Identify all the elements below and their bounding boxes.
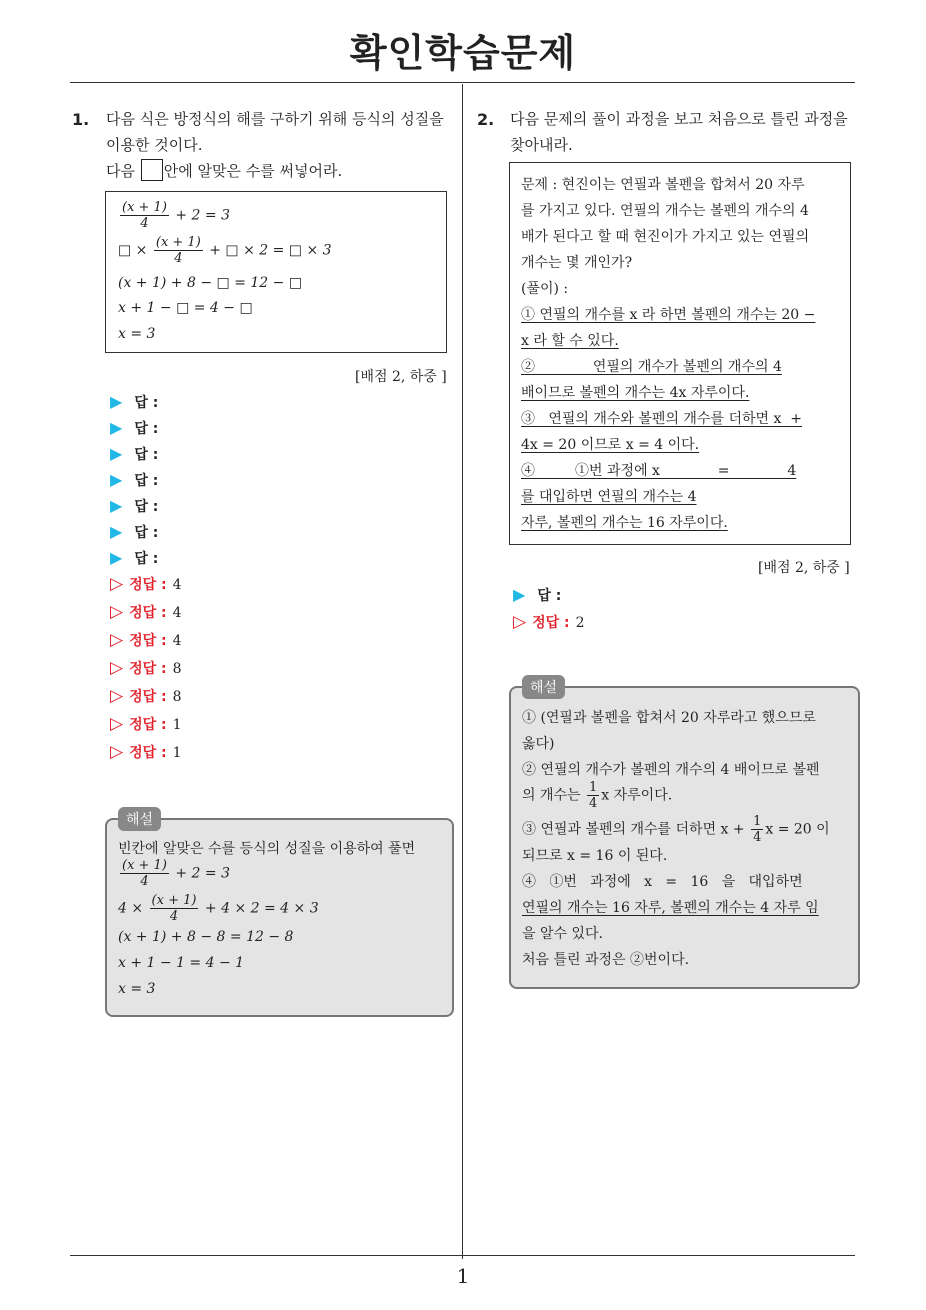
- problem-line-1: 문제 : 현진이는 연필과 볼펜을 합쳐서 20 자루: [521, 177, 805, 193]
- question-2-text-line1: 다음 문제의 풀이 과정을 보고 처음으로 틀린 과정을: [510, 110, 848, 128]
- answer-line: [110, 470, 158, 490]
- question-2-explanation-tag: 해설: [522, 675, 565, 699]
- correct-answer-row: [110, 658, 182, 678]
- correct-value: 1: [172, 745, 182, 761]
- question-1-score: [배점 2, 하중 ]: [355, 369, 447, 385]
- correct-answer-row: [110, 686, 182, 706]
- explanation-2-line-10: 처음 틀린 과정은 ②번이다.: [522, 952, 690, 968]
- correct-answer-row: [110, 574, 182, 594]
- answer-triangle-icon: ▶: [110, 496, 123, 515]
- correct-triangle-icon: ▷: [110, 630, 124, 650]
- question-1-text-line3: 다음 안에 알맞은 수를 써넣어라.: [106, 158, 342, 184]
- correct-answer-row: [110, 742, 182, 762]
- answer-line: [110, 496, 158, 516]
- answer-label: 답 :: [134, 395, 159, 411]
- page-number: 1: [456, 1264, 470, 1288]
- correct-value: 8: [172, 689, 182, 705]
- problem-line-3: 배가 된다고 할 때 현진이가 가지고 있는 연필의: [521, 229, 810, 245]
- answer-label: 답 :: [134, 473, 159, 489]
- correct-label: 정답 :: [129, 605, 167, 621]
- answer-line: [110, 444, 158, 464]
- correct-label: 정답 :: [129, 577, 167, 593]
- solution-step-2a: ② 연필의 개수가 볼펜의 개수의 4: [521, 359, 782, 375]
- equation-line-2: □ × $\frac{(x + 1)}{4}$ + □ × 2 = □ × 3: [118, 235, 332, 266]
- solution-step-4c: 자루, 볼펜의 개수는 16 자루이다.: [521, 515, 728, 531]
- correct-answer-row: [110, 630, 182, 650]
- explanation-2-line-4: 의 개수는 $\frac{1}{4}$ x 자루이다.: [522, 780, 673, 811]
- answer-line: [110, 548, 158, 568]
- question-2-score: [배점 2, 하중 ]: [758, 560, 850, 576]
- answer-triangle-icon: ▶: [110, 548, 123, 567]
- equation-line-5: x = 3: [118, 326, 156, 342]
- problem-line-4: 개수는 몇 개인가?: [521, 255, 633, 271]
- answer-label: 답 :: [134, 447, 159, 463]
- question-1-number: 1.: [72, 110, 90, 129]
- correct-label: 정답 :: [129, 745, 167, 761]
- answer-line: [110, 522, 158, 542]
- solution-step-4b: 를 대입하면 연필의 개수는 4: [521, 489, 697, 505]
- explanation-2-line-9: 을 알수 있다.: [522, 926, 603, 942]
- equation-line-4: x + 1 − □ = 4 − □: [118, 300, 253, 316]
- question-2-text-line2: 찾아내라.: [510, 136, 573, 154]
- correct-label: 정답 :: [129, 661, 167, 677]
- correct-triangle-icon: ▷: [513, 612, 527, 632]
- problem-line-2: 를 가지고 있다. 연필의 개수는 볼펜의 개수의 4: [521, 203, 809, 219]
- answer-triangle-icon: ▶: [110, 470, 123, 489]
- question-1-text-line1: 다음 식은 방정식의 해를 구하기 위해 등식의 성질을: [106, 110, 444, 128]
- solution-step-2b: 배이므로 볼펜의 개수는 4x 자루이다.: [521, 385, 750, 401]
- question-2-answer-line: ▶ 답 :: [513, 585, 562, 604]
- blank-box-icon: [141, 159, 163, 181]
- correct-value: 4: [172, 577, 182, 593]
- question-2-number: 2.: [477, 110, 495, 129]
- answer-triangle-icon: ▶: [110, 418, 123, 437]
- answer-triangle-icon: ▶: [110, 522, 123, 541]
- answer-label: 답 :: [134, 421, 159, 437]
- correct-value: 4: [172, 633, 182, 649]
- question-1-text-line2: 이용한 것이다.: [106, 136, 203, 154]
- solution-step-3b: 4x = 20 이므로 x = 4 이다.: [521, 437, 700, 453]
- explanation-1-line-1: $\frac{(x + 1)}{4}$ + 2 = 3: [122, 858, 230, 889]
- explanation-1-line-4: x + 1 − 1 = 4 − 1: [118, 955, 245, 971]
- solution-step-1b: x 라 할 수 있다.: [521, 333, 619, 349]
- solution-label: (풀이) :: [521, 281, 569, 297]
- correct-label: 정답 :: [129, 689, 167, 705]
- answer-label: 답 :: [134, 551, 159, 567]
- correct-value: 4: [172, 605, 182, 621]
- bottom-rule: [70, 1255, 855, 1256]
- column-divider: [462, 84, 463, 1259]
- explanation-1-line-2: 4 × $\frac{(x + 1)}{4}$ + 4 × 2 = 4 × 3: [118, 893, 319, 924]
- question-2-correct-answer: ▷ 정답 : 2: [513, 612, 585, 632]
- correct-label: 정답 :: [129, 633, 167, 649]
- explanation-1-intro: 빈칸에 알맞은 수를 등식의 성질을 이용하여 풀면: [118, 841, 416, 857]
- correct-triangle-icon: ▷: [110, 686, 124, 706]
- correct-value: 8: [172, 661, 182, 677]
- explanation-2-line-8: 연필의 개수는 16 자루, 볼펜의 개수는 4 자루 임: [522, 900, 819, 916]
- explanation-2-line-2: 옳다): [522, 736, 555, 752]
- correct-label: 정답 :: [129, 717, 167, 733]
- correct-answer-row: [110, 714, 182, 734]
- answer-triangle-icon: ▶: [110, 444, 123, 463]
- equation-line-1: $\frac{(x + 1)}{4}$ + 2 = 3: [122, 200, 230, 231]
- answer-label: 답 :: [134, 499, 159, 515]
- answer-label: 답 :: [134, 525, 159, 541]
- correct-triangle-icon: ▷: [110, 714, 124, 734]
- correct-triangle-icon: ▷: [110, 574, 124, 594]
- explanation-2-line-3: ② 연필의 개수가 볼펜의 개수의 4 배이므로 볼펜: [522, 762, 820, 778]
- correct-answer-row: [110, 602, 182, 622]
- answer-triangle-icon: ▶: [513, 585, 526, 604]
- explanation-2-line-7: ④ ①번 과정에 x = 16 을 대입하면: [522, 874, 803, 890]
- correct-value: 1: [172, 717, 182, 733]
- page-title: 확인학습문제: [349, 31, 577, 75]
- answer-line: [110, 392, 158, 412]
- equation-line-3: (x + 1) + 8 − □ = 12 − □: [118, 275, 303, 291]
- correct-triangle-icon: ▷: [110, 658, 124, 678]
- correct-triangle-icon: ▷: [110, 742, 124, 762]
- explanation-2-line-5: ③ 연필과 볼펜의 개수를 더하면 x + $\frac{1}{4}$ x = 20 이: [522, 814, 830, 845]
- question-1-explanation-tag: 해설: [118, 807, 161, 831]
- explanation-2-line-1: ① (연필과 볼펜을 합쳐서 20 자루라고 했으므로: [522, 710, 816, 726]
- answer-line: [110, 418, 158, 438]
- explanation-1-line-3: (x + 1) + 8 − 8 = 12 − 8: [118, 929, 294, 945]
- explanation-1-line-5: x = 3: [118, 981, 156, 997]
- answer-triangle-icon: ▶: [110, 392, 123, 411]
- solution-step-3a: ③ 연필의 개수와 볼펜의 개수를 더하면 x +: [521, 411, 802, 427]
- explanation-2-line-6: 되므로 x = 16 이 된다.: [522, 848, 668, 864]
- solution-step-1a: ① 연필의 개수를 x 라 하면 볼펜의 개수는 20 −: [521, 307, 816, 323]
- correct-triangle-icon: ▷: [110, 602, 124, 622]
- question-1-equation-box: [105, 191, 447, 353]
- top-rule: [70, 82, 855, 83]
- solution-step-4a: ④ ①번 과정에 x = 4: [521, 463, 797, 479]
